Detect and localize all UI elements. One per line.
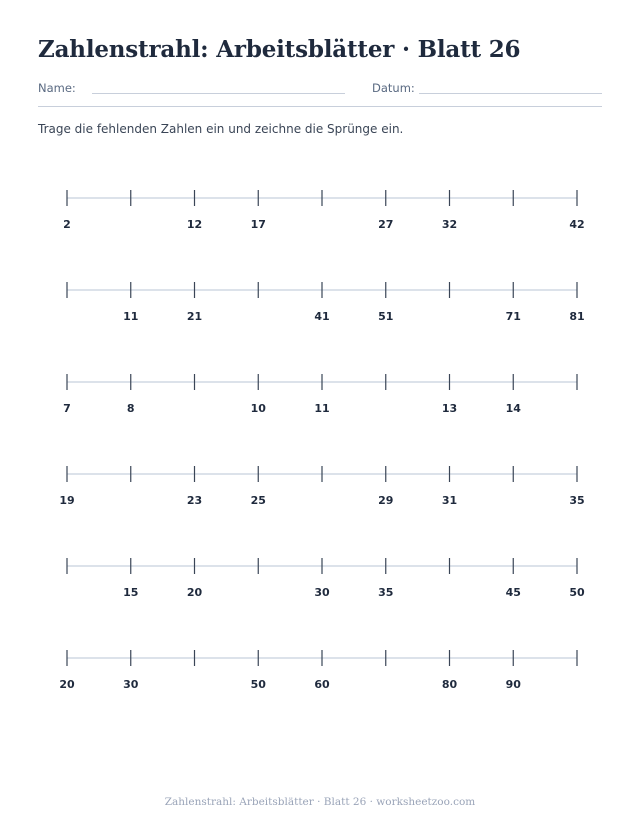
tick-label: 7 [63, 402, 71, 415]
missing-number-slot[interactable] [181, 398, 209, 416]
missing-number-slot[interactable] [308, 214, 336, 232]
missing-number-slot[interactable] [117, 490, 145, 508]
tick-label: 11 [123, 310, 139, 323]
date-label: Datum: [372, 81, 415, 95]
missing-number-slot[interactable] [117, 214, 145, 232]
tick-label: 23 [186, 494, 203, 507]
date-field[interactable] [419, 93, 602, 94]
number-line-5 [53, 558, 585, 600]
tick-label: 14 [505, 402, 521, 415]
missing-number-slot[interactable] [499, 214, 527, 232]
missing-number-slot[interactable] [181, 674, 209, 692]
tick-label: 35 [378, 586, 394, 599]
number-line-6 [59, 650, 591, 692]
tick-label: 27 [378, 218, 394, 231]
tick-label: 81 [569, 310, 585, 323]
tick-label: 25 [250, 494, 266, 507]
tick-label: 32 [441, 218, 458, 231]
tick-label: 50 [250, 678, 266, 691]
tick-label: 45 [505, 586, 521, 599]
number-line-4 [59, 466, 584, 508]
tick-label: 15 [123, 586, 139, 599]
tick-label: 10 [250, 402, 266, 415]
tick-label: 30 [314, 586, 330, 599]
number-line-1 [63, 190, 584, 232]
tick-label: 19 [59, 494, 75, 507]
page-footer: Zahlenstrahl: Arbeitsblätter · Blatt 26 · worksheetzoo.com [164, 796, 476, 808]
missing-number-slot[interactable] [53, 582, 81, 600]
tick-label: 31 [441, 494, 458, 507]
missing-number-slot[interactable] [308, 490, 336, 508]
missing-number-slot[interactable] [53, 306, 81, 324]
missing-number-slot[interactable] [563, 674, 591, 692]
tick-label: 17 [250, 218, 266, 231]
missing-number-slot[interactable] [499, 490, 527, 508]
tick-label: 8 [126, 402, 135, 415]
tick-label: 11 [314, 402, 330, 415]
name-label: Name: [38, 81, 76, 95]
missing-number-slot[interactable] [372, 398, 400, 416]
number-line-3 [63, 374, 591, 416]
name-field[interactable] [92, 93, 345, 94]
tick-label: 20 [186, 586, 203, 599]
tick-label: 51 [378, 310, 394, 323]
tick-label: 80 [441, 678, 458, 691]
missing-number-slot[interactable] [436, 306, 464, 324]
missing-number-slot[interactable] [372, 674, 400, 692]
missing-number-slot[interactable] [244, 582, 272, 600]
header-divider [38, 106, 602, 107]
number-line-2 [53, 282, 585, 324]
tick-label: 35 [569, 494, 585, 507]
tick-label: 71 [505, 310, 521, 323]
tick-label: 2 [63, 218, 71, 231]
tick-label: 21 [186, 310, 203, 323]
tick-label: 12 [186, 218, 203, 231]
tick-label: 90 [505, 678, 521, 691]
missing-number-slot[interactable] [563, 398, 591, 416]
missing-number-slot[interactable] [436, 582, 464, 600]
tick-label: 29 [378, 494, 394, 507]
instruction-text: Trage die fehlenden Zahlen ein und zeichne die Sprünge ein. [38, 122, 404, 136]
worksheet-title: Zahlenstrahl: Arbeitsblätter · Blatt 26 [38, 36, 521, 63]
tick-label: 20 [59, 678, 75, 691]
tick-label: 41 [314, 310, 330, 323]
tick-label: 42 [569, 218, 585, 231]
tick-label: 30 [123, 678, 139, 691]
missing-number-slot[interactable] [244, 306, 272, 324]
tick-label: 60 [314, 678, 330, 691]
tick-label: 13 [441, 402, 458, 415]
tick-label: 50 [569, 586, 585, 599]
